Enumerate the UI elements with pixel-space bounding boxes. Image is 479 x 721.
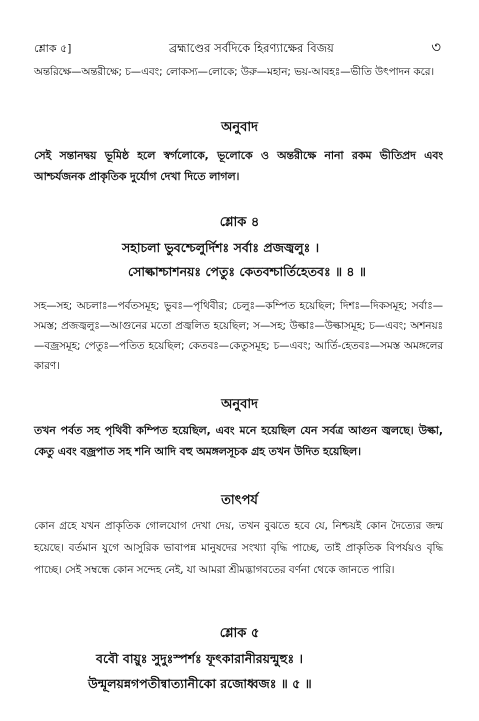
translation-heading: অনুবাদ [221, 397, 258, 412]
purport-heading: তাৎপর্য [221, 493, 258, 508]
synonyms-verse-3 [34, 62, 443, 82]
translation-heading: অনুবাদ [221, 120, 258, 135]
verse-5-line-2: উন্মূলয়ন্নগপতীন্বাত্যানীকো রজোধ্বজঃ ॥ ৫ ॥ [88, 676, 312, 691]
verse-5-line-1: ববৌ বায়ুঃ সুদুঃস্পর্শঃ ফূৎকারানীরয়ন্মুহুঃ । [96, 651, 303, 666]
verse-4-text [0, 236, 479, 284]
translation-text: তখন পর্বত সহ পৃথিবী কম্পিত হয়েছিল, এবং মনে হয়েছিল যেন সর্বত্র আগুন জ্বলছে। উল্কা, কেতু এবং বজ্রপাত সহ শনি আদি বহু অমঙ্গলসূচক গ্রহ তখন উদিত হয়েছিল। [34, 424, 443, 458]
page-number: ৩ [431, 38, 441, 56]
synonyms-text: অন্তরিক্ষে—অন্তরীক্ষে; চ—এবং; লোকস্য—লোকে; উরু—মহান; ভয়-আবহঃ—ভীতি উৎপাদন করে। [34, 66, 435, 78]
verse-5-text [0, 646, 479, 696]
header-verse-ref: শ্লোক ৫] [34, 42, 72, 55]
verse-4-line-2: সোল্কাশ্চাশনয়ঃ পেতুঃ কেতবশ্চার্তিহেতবঃ ॥ ৪ ॥ [128, 264, 366, 279]
synonyms-verse-4 [34, 296, 443, 376]
translation-verse-3 [34, 145, 443, 187]
verse-5-label: শ্লোক ৫ [219, 626, 260, 641]
translation-verse-4 [34, 420, 443, 462]
translation-text: সেই সন্তানদ্বয় ভূমিষ্ঠ হলে স্বর্গলোকে, ভূলোকে ও অন্তরীক্ষে নানা রকম ভীতিপ্রদ এবং আশ্চর্যজনক প্রাকৃতিক দুর্যোগ দেখা দিতে লাগল। [34, 149, 443, 183]
verse-4-label: শ্লোক ৪ [219, 215, 260, 230]
purport-text: কোন গ্রহে যখন প্রাকৃতিক গোলযোগ দেখা দেয়, তখন বুঝতে হবে যে, নিশ্চয়ই কোন দৈত্যের জন্ম হয়েছে। বর্তমান যুগে আসুরিক ভাবাপন্ন মানুষদের সংখ্যা বৃদ্ধি পাচ্ছে, তাই প্রাকৃতিক বিপর্যয়ও বৃদ্ধি পাচ্ছে। সেই সম্বন্ধে কোন সন্দেহ নেই, যা আমরা শ্রীমদ্ভাগবতের বর্ণনা থেকে জানতে পারি। [34, 520, 443, 576]
purport-block [34, 515, 443, 581]
synonyms-text: সহ—সহ; অচলাঃ—পর্বতসমূহ; ভুবঃ—পৃথিবীর; চেলুঃ—কম্পিত হয়েছিল; দিশঃ—দিকসমূহ; সর্বাঃ—সমস্ত; প্রজজ্বলুঃ—আগুনের মতো প্রজ্বলিত হয়েছিল; স—সহ; উল্কাঃ—উল্কাসমূহ; চ—এবং; অশনয়ঃ—বজ্রসমূহ; পেতুঃ—পতিত হয়েছিল; কেতবঃ—কেতুসমূহ; চ—এবং; আর্তি-হেতবঃ—সমস্ত অমঙ্গলের কারণ। [34, 300, 443, 372]
verse-4-line-1: সহাচলা ভুবশ্চেলুর্দিশঃ সর্বাঃ প্রজজ্বলুঃ । [122, 240, 320, 255]
header-chapter-title: ব্রহ্মাণ্ডের সর্বদিকে হিরণ্যাক্ষের বিজয় [168, 41, 334, 55]
running-header [34, 36, 441, 61]
